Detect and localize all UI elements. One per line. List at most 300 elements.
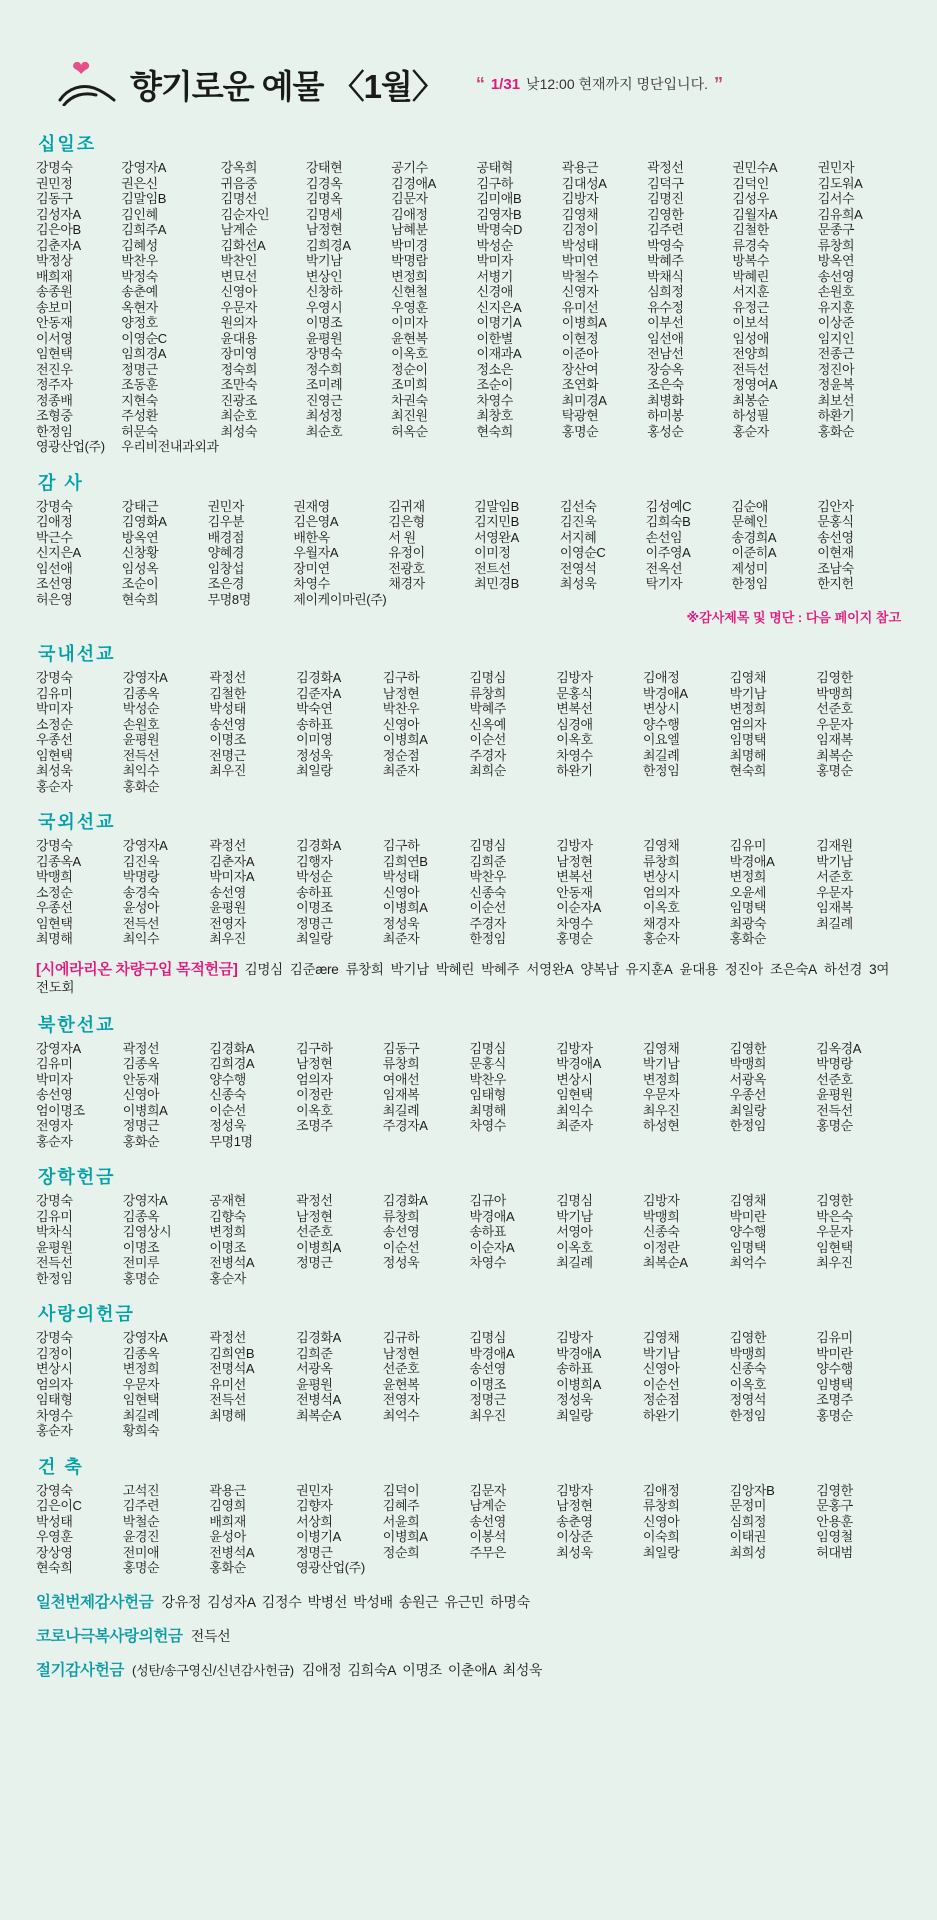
name-item: 김혜주 bbox=[382, 1498, 420, 1513]
section-building bbox=[36, 1453, 901, 1576]
name-item: 조은숙A bbox=[769, 961, 817, 977]
name-item: 박성태 bbox=[209, 701, 246, 716]
name-item: 차영수 bbox=[469, 1255, 506, 1270]
name-item: 김영채 bbox=[642, 1330, 680, 1345]
name-item: 이정란 bbox=[642, 1239, 680, 1255]
name-item: 안동재 bbox=[36, 315, 73, 330]
name-item: 선준호 bbox=[816, 701, 853, 716]
name-item: 전병석A bbox=[209, 1544, 255, 1560]
name-item: 박은숙 bbox=[816, 1208, 853, 1224]
name-item: 임현택 bbox=[816, 1239, 853, 1255]
name-item: 김유미 bbox=[36, 1056, 73, 1071]
name-item: 김명진 bbox=[647, 191, 684, 206]
name-item: 홍화순 bbox=[817, 423, 855, 439]
name-item: 김말임B bbox=[121, 191, 167, 206]
name-item: 최길례 bbox=[816, 915, 853, 931]
name-item: 신영아 bbox=[642, 1361, 680, 1376]
name-item: 장산여 bbox=[561, 361, 599, 377]
name-item: 강명숙 bbox=[36, 670, 73, 685]
name-item: 변상시 bbox=[556, 1071, 593, 1087]
name-item: 곽용근 bbox=[561, 160, 599, 175]
name-item: 방옥연 bbox=[121, 529, 159, 545]
name-item: 이병희A bbox=[556, 1376, 601, 1392]
name-item: 송하표 bbox=[469, 1224, 506, 1239]
name-item: 이명기A bbox=[476, 315, 522, 330]
name-item: 서영아 bbox=[556, 1224, 593, 1239]
name-item: 정명근 bbox=[296, 1255, 333, 1270]
name-item: 황희숙 bbox=[122, 1423, 160, 1438]
name-item: 김동구 bbox=[382, 1040, 420, 1056]
name-item: 박채식 bbox=[647, 268, 684, 284]
name-item: 전미루 bbox=[122, 1255, 160, 1270]
name-item: 최일랑 bbox=[296, 931, 333, 946]
name-item: 최복순A bbox=[296, 1407, 341, 1423]
name-item: 전영자 bbox=[209, 915, 246, 931]
name-item: 김문자 bbox=[391, 191, 428, 206]
name-item: 임창섭 bbox=[207, 560, 245, 576]
name-item: 남혜분 bbox=[391, 222, 428, 237]
name-item: 박병선 bbox=[307, 1593, 348, 1610]
name-item: 임영철 bbox=[816, 1529, 853, 1544]
name-item: 전진우 bbox=[36, 361, 73, 377]
name-item: 최준자 bbox=[382, 931, 420, 946]
name-item: 양수행 bbox=[642, 716, 680, 732]
name-item: 조은경 bbox=[207, 576, 245, 591]
name-item: 이영순C bbox=[121, 330, 167, 346]
name-item: 박혜주 bbox=[647, 253, 684, 268]
name-item: 김명심 bbox=[469, 670, 506, 685]
name-item: 임현택 bbox=[36, 915, 73, 931]
name-item: 최봉순 bbox=[732, 392, 769, 408]
name-item: 서지혜 bbox=[559, 529, 597, 545]
name-item: 이미영 bbox=[296, 732, 333, 747]
section-car-purchase-body bbox=[36, 961, 901, 997]
name-item: 정영여A bbox=[732, 377, 778, 392]
name-item: 윤현복 bbox=[391, 330, 428, 346]
name-item: 김선숙 bbox=[559, 498, 597, 514]
name-item: 엄의자 bbox=[296, 1071, 333, 1087]
name-item: 변정희 bbox=[642, 1071, 680, 1087]
name-item: 우문자 bbox=[220, 299, 258, 315]
name-item: 이미정 bbox=[474, 545, 511, 560]
name-item: 전득선 bbox=[732, 361, 769, 377]
name-item: 최순호 bbox=[305, 423, 343, 439]
name-item: 임현택 bbox=[36, 346, 73, 361]
name-item: 김동구 bbox=[36, 191, 73, 206]
name-item: 하명숙 bbox=[490, 1593, 530, 1610]
name-item: 차영수 bbox=[556, 915, 593, 931]
name-item: 홍순자 bbox=[36, 1423, 73, 1438]
name-item: 김명세 bbox=[305, 206, 343, 222]
name-item: 우영훈 bbox=[36, 1529, 73, 1544]
name-item: 곽정선 bbox=[122, 1040, 160, 1056]
name-item: 고석진 bbox=[122, 1482, 160, 1498]
name-item: 엄이명조 bbox=[36, 1102, 85, 1118]
name-item: 임현택 bbox=[122, 1392, 160, 1407]
name-item: 김진욱 bbox=[559, 514, 597, 529]
name-item: 최명해 bbox=[729, 747, 767, 763]
name-item: 김춘자A bbox=[36, 237, 81, 253]
name-item: 최복순A bbox=[642, 1255, 688, 1270]
name-item: 이미자 bbox=[391, 315, 428, 330]
name-item: 우문자 bbox=[642, 1087, 680, 1102]
name-item: 박기남 bbox=[816, 853, 853, 869]
name-item: 전트선 bbox=[474, 560, 511, 576]
name-item: 신영자 bbox=[561, 284, 599, 299]
name-item: 임병택 bbox=[816, 1376, 853, 1392]
name-item: 김구하 bbox=[382, 670, 420, 685]
name-item: 박경애A bbox=[729, 853, 775, 869]
offering-covid-recovery-label: 코로나극복사랑의헌금 bbox=[36, 1627, 183, 1645]
name-item: 조선영 bbox=[36, 576, 73, 591]
name-item: 차영수 bbox=[469, 1118, 506, 1133]
name-item: 강영자A bbox=[122, 670, 168, 685]
name-item: 류창희 bbox=[345, 961, 384, 977]
name-item: 문홍구 bbox=[816, 1498, 853, 1513]
name-item: 박혜린 bbox=[435, 961, 475, 977]
name-item: 김영한 bbox=[729, 1330, 767, 1345]
name-item: 유정근 bbox=[732, 299, 769, 315]
name-item: 변상인 bbox=[305, 268, 343, 284]
name-item: 임재복 bbox=[816, 732, 853, 747]
name-item: 최길례 bbox=[642, 747, 680, 763]
name-item: 양정호 bbox=[121, 315, 158, 330]
offerings-container bbox=[36, 1590, 901, 1680]
name-item: 남정현 bbox=[556, 853, 593, 869]
name-item: 김유미 bbox=[36, 685, 73, 701]
name-item: 임선애 bbox=[36, 560, 73, 576]
name-item: 문홍식 bbox=[817, 514, 854, 529]
section-tithe-names bbox=[36, 160, 901, 455]
name-item: 권민자 bbox=[207, 498, 245, 514]
name-item: 변복선 bbox=[556, 869, 593, 884]
name-item: 이순선 bbox=[469, 732, 506, 747]
name-item: 전득선 bbox=[122, 915, 160, 931]
name-item: 임성옥 bbox=[121, 560, 159, 576]
name-item: 최길례 bbox=[122, 1407, 160, 1423]
name-item: 손원호 bbox=[817, 284, 855, 299]
section-car-purchase bbox=[36, 961, 901, 997]
name-item: 박기남 bbox=[729, 685, 767, 701]
section-auditor-names bbox=[36, 499, 901, 608]
name-item: 김경화A bbox=[296, 670, 341, 685]
name-item: 최성욱 bbox=[502, 1661, 543, 1678]
name-item: 박맹희 bbox=[36, 869, 73, 884]
name-item: 우종선 bbox=[36, 900, 73, 915]
name-item: 강영자A bbox=[122, 838, 168, 853]
name-item: 김정이 bbox=[561, 222, 599, 237]
name-item: 김유미 bbox=[816, 1330, 853, 1345]
name-item: 이재과A bbox=[476, 346, 522, 361]
name-item: 변정희 bbox=[209, 1224, 246, 1239]
name-item: 김영상시 bbox=[122, 1224, 172, 1239]
name-item: 배한옥 bbox=[293, 529, 330, 545]
name-item: 김순자인 bbox=[220, 206, 270, 222]
name-item: 김유미 bbox=[36, 1208, 73, 1224]
name-item: 홍명순 bbox=[561, 423, 599, 439]
name-item: 심희정 bbox=[729, 1513, 767, 1529]
name-item: 허은영 bbox=[36, 591, 73, 607]
name-item: 김영채 bbox=[642, 1040, 680, 1056]
name-item: 윤평원 bbox=[305, 330, 343, 346]
name-item: 김은아B bbox=[36, 222, 81, 237]
name-item: 송선영 bbox=[36, 1087, 73, 1102]
name-item: 신종숙 bbox=[469, 884, 506, 900]
name-item: 권재영 bbox=[293, 498, 330, 514]
name-item: 박경애A bbox=[556, 1345, 601, 1361]
name-item: 임명택 bbox=[729, 900, 767, 915]
name-item: 이병희A bbox=[382, 1529, 428, 1544]
name-item: 박철수 bbox=[561, 268, 599, 284]
name-item: 박찬우 bbox=[382, 701, 420, 716]
name-item: 조형중 bbox=[36, 408, 73, 423]
name-item: 송보미 bbox=[36, 299, 73, 315]
name-item: 곽용근 bbox=[209, 1482, 246, 1498]
name-item: 박찬우 bbox=[469, 869, 506, 884]
offering-season-thanksgiving-label: 절기감사헌금 bbox=[36, 1661, 125, 1679]
name-item: 박미자 bbox=[476, 253, 513, 268]
name-item: 오윤세 bbox=[729, 884, 767, 900]
name-item: 이주영A bbox=[645, 545, 691, 560]
name-item: 우종선 bbox=[729, 1087, 767, 1102]
name-item: 변상시 bbox=[36, 1361, 73, 1376]
name-item: 한정임 bbox=[36, 1270, 73, 1286]
name-item: 변정희 bbox=[729, 701, 767, 716]
name-item: 최익수 bbox=[556, 1102, 593, 1118]
name-item: 이상준 bbox=[556, 1529, 593, 1544]
name-item: 최우진 bbox=[209, 763, 246, 778]
section-overseas-mission bbox=[36, 808, 901, 947]
name-item: 채경자 bbox=[388, 576, 425, 591]
name-item: 채경자 bbox=[642, 915, 680, 931]
name-item: 정성욱 bbox=[556, 1392, 593, 1407]
name-item: 정명근 bbox=[122, 1118, 160, 1133]
name-item: 전병석A bbox=[296, 1392, 341, 1407]
name-item: 최준자 bbox=[556, 1118, 593, 1133]
name-item: 우영시 bbox=[305, 299, 343, 315]
name-item: 박기남 bbox=[642, 1056, 680, 1071]
name-item: 정소은 bbox=[476, 361, 513, 377]
section-domestic-mission-names bbox=[36, 670, 901, 794]
name-item: 임명택 bbox=[729, 1239, 767, 1255]
name-item: 엄의자 bbox=[729, 716, 767, 732]
name-item: 김은이C bbox=[36, 1498, 82, 1513]
name-item: 신종숙 bbox=[729, 1361, 767, 1376]
name-item: 임성애 bbox=[732, 330, 769, 346]
name-item: 최익수 bbox=[122, 931, 160, 946]
name-item: 박명랑 bbox=[122, 869, 160, 884]
name-item: 김철한 bbox=[732, 222, 769, 237]
name-item: 이상준 bbox=[817, 315, 855, 330]
name-item: 김영채 bbox=[729, 1193, 767, 1208]
name-item: 신현철 bbox=[391, 284, 428, 299]
name-item: 김앙자B bbox=[729, 1482, 775, 1498]
name-item: 김주련 bbox=[122, 1498, 160, 1513]
name-item: 최우진 bbox=[469, 1407, 506, 1423]
name-item: 박미란 bbox=[816, 1345, 853, 1361]
name-item: 양수행 bbox=[209, 1071, 246, 1087]
name-item: 하완기 bbox=[642, 1407, 680, 1423]
name-item: 조미희 bbox=[391, 377, 428, 392]
name-item: 서윤희 bbox=[382, 1513, 420, 1529]
name-item: 유지훈 bbox=[817, 299, 855, 315]
name-item: 곽정선 bbox=[296, 1193, 333, 1208]
name-item: 이옥호 bbox=[729, 1376, 767, 1392]
name-item: 유미선 bbox=[561, 299, 599, 315]
name-item: 송선영 bbox=[209, 716, 246, 732]
name-item: 안동재 bbox=[122, 1071, 160, 1087]
name-item: 정성욱 bbox=[382, 1255, 420, 1270]
name-item: 한지헌 bbox=[817, 576, 854, 591]
name-item: 조순이 bbox=[476, 377, 513, 392]
name-item: 김방자 bbox=[561, 191, 599, 206]
page-title: 향기로운 예물 〈1월〉 bbox=[130, 67, 444, 105]
name-item: 이현정 bbox=[561, 330, 599, 346]
name-item: 박미자 bbox=[36, 701, 73, 716]
name-item: 박명람 bbox=[391, 253, 428, 268]
name-item: 송종원 bbox=[36, 284, 73, 299]
name-item: 김철한 bbox=[209, 685, 246, 701]
page-header bbox=[36, 34, 901, 130]
name-item: 김명선 bbox=[220, 191, 258, 206]
name-item: 김유희A bbox=[817, 206, 863, 222]
name-item: 이준아 bbox=[561, 346, 599, 361]
name-item: 윤평원 bbox=[36, 1239, 73, 1255]
name-item: 정명근 bbox=[469, 1392, 506, 1407]
name-item: 손원호 bbox=[122, 716, 160, 732]
name-item: 강명숙 bbox=[36, 1193, 73, 1208]
section-north-korea-mission bbox=[36, 1011, 901, 1150]
name-item: 변정희 bbox=[122, 1361, 160, 1376]
name-item: 김준자A bbox=[296, 685, 341, 701]
name-item: 김명심 bbox=[556, 1193, 593, 1208]
offering-season-thanksgiving bbox=[36, 1658, 901, 1680]
name-item: 이옥호 bbox=[642, 900, 680, 915]
name-item: 김명심 bbox=[469, 1040, 506, 1056]
name-item: 최억수 bbox=[729, 1255, 767, 1270]
section-north-korea-mission-title: 북한선교 bbox=[38, 1014, 116, 1035]
name-item: 조은숙 bbox=[647, 377, 684, 392]
name-item: 서영완A bbox=[526, 961, 574, 977]
name-item: 송선영 bbox=[817, 529, 854, 545]
name-item: 박혜주 bbox=[469, 701, 506, 716]
name-item: 강영자A bbox=[121, 160, 167, 175]
name-item: 현숙희 bbox=[729, 763, 767, 778]
name-item: 배희재 bbox=[209, 1513, 246, 1529]
name-item: 김영희 bbox=[209, 1498, 246, 1513]
name-item: 최미경A bbox=[561, 392, 607, 408]
name-item: 박성배 bbox=[353, 1593, 393, 1610]
name-item: 심희정 bbox=[647, 284, 684, 299]
name-item: 김주련 bbox=[647, 222, 684, 237]
name-item: 소정순 bbox=[36, 884, 73, 900]
name-item: 이서영 bbox=[36, 330, 73, 346]
name-item: 임현택 bbox=[556, 1087, 593, 1102]
name-item: 김준ære bbox=[289, 961, 339, 977]
name-item: 임명택 bbox=[729, 732, 767, 747]
name-item: 한정임 bbox=[36, 423, 73, 439]
name-item: 변정희 bbox=[391, 268, 428, 284]
name-item: 한정임 bbox=[729, 1118, 767, 1133]
name-item: 송하표 bbox=[296, 884, 333, 900]
name-item: 이명조 bbox=[209, 732, 246, 747]
name-item: 공기수 bbox=[391, 160, 428, 175]
name-item: 우영훈 bbox=[391, 299, 428, 315]
name-item: 이명조 bbox=[402, 1661, 442, 1678]
name-item: 한정임 bbox=[729, 1407, 767, 1423]
name-item: 차권숙 bbox=[391, 392, 428, 408]
name-item: 홍순자 bbox=[209, 1270, 246, 1286]
name-item: 강명숙 bbox=[36, 838, 73, 853]
name-item: 신영아 bbox=[122, 1087, 160, 1102]
name-item: 김희연B bbox=[382, 853, 428, 869]
name-item: 홍명순 bbox=[122, 1560, 160, 1575]
name-item: 문홍식 bbox=[469, 1056, 506, 1071]
name-item: 안용훈 bbox=[816, 1513, 853, 1529]
section-auditor-note: ※감사제목 및 명단 : 다음 페이지 참고 bbox=[686, 610, 901, 625]
name-item: 손선임 bbox=[645, 529, 683, 545]
name-item: 김경화A bbox=[382, 1193, 428, 1208]
name-item: 정순이 bbox=[391, 361, 428, 377]
name-item: 문홍식 bbox=[556, 685, 593, 701]
name-item: 장승옥 bbox=[647, 361, 684, 377]
name-item: 곽정선 bbox=[647, 160, 684, 175]
name-item: 강영숙 bbox=[36, 1482, 73, 1498]
name-item: 김방자 bbox=[556, 1482, 593, 1498]
name-item: 최순호 bbox=[220, 408, 258, 423]
name-item: 탁광현 bbox=[561, 408, 599, 423]
name-item: 김희준 bbox=[296, 1345, 333, 1361]
name-item: 홍화순 bbox=[209, 1560, 246, 1575]
name-item: 현숙희 bbox=[121, 591, 159, 607]
name-item: 허옥순 bbox=[391, 423, 428, 439]
name-item: 전광호 bbox=[388, 560, 425, 576]
name-item: 김경화A bbox=[296, 838, 341, 853]
name-item: 정명근 bbox=[296, 915, 333, 931]
name-item: 이병희A bbox=[382, 732, 428, 747]
name-item: 최우진 bbox=[816, 1255, 853, 1270]
name-item: 선준호 bbox=[382, 1361, 420, 1376]
name-item: 이순선 bbox=[382, 1239, 420, 1255]
name-item: 박영숙 bbox=[647, 237, 684, 253]
name-item: 변상시 bbox=[642, 701, 680, 716]
name-item: 김성자A bbox=[207, 1593, 256, 1610]
name-item: 홍순자 bbox=[732, 423, 769, 439]
name-item: 이병희A bbox=[561, 315, 607, 330]
section-auditor-title: 감 사 bbox=[38, 472, 84, 493]
name-item: 전양희 bbox=[732, 346, 769, 361]
name-item: 정성욱 bbox=[296, 747, 333, 763]
name-item: 엄의자 bbox=[36, 1376, 73, 1392]
name-item: 주경자 bbox=[469, 915, 506, 931]
name-item: 이현재 bbox=[817, 545, 854, 560]
quote-open-icon: “ bbox=[475, 74, 485, 94]
name-item: 김재원 bbox=[816, 838, 853, 853]
name-item: 전미애 bbox=[122, 1544, 160, 1560]
name-item: 주경자 bbox=[469, 747, 506, 763]
name-item: 김방자 bbox=[556, 1040, 593, 1056]
name-item: 김구하 bbox=[296, 1040, 333, 1056]
name-item: 이춘애A bbox=[447, 1661, 497, 1678]
section-building-title: 건 축 bbox=[38, 1456, 84, 1477]
name-item: 권민자 bbox=[817, 160, 855, 175]
name-item: 류창희 bbox=[469, 685, 506, 701]
name-item: 박맹희 bbox=[816, 685, 853, 701]
name-item: 홍명순 bbox=[816, 1118, 853, 1133]
name-item: 최명해 bbox=[209, 1407, 246, 1423]
name-item: 우리비전내과외과 bbox=[121, 439, 219, 454]
name-item: 최일랑 bbox=[642, 1544, 680, 1560]
